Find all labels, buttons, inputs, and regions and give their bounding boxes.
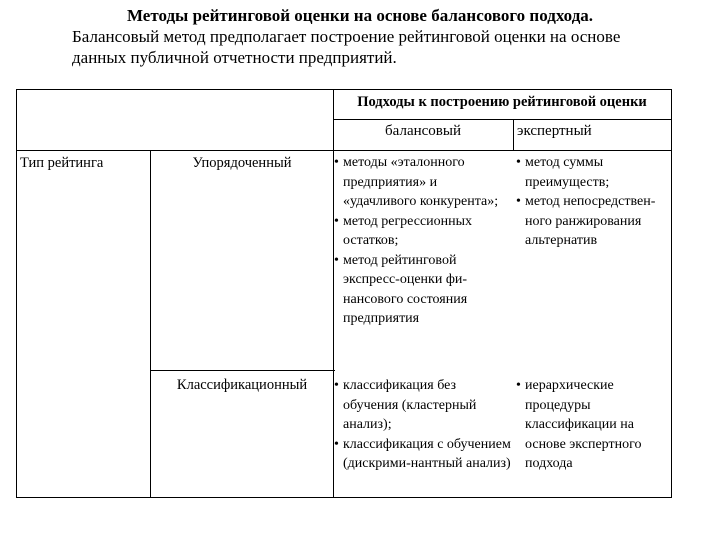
balance-methods-classification: [333, 376, 511, 474]
list-item: • методы «эталонного предприятия» и «удачливого конкурента»;: [333, 153, 511, 212]
intro-line-2: данных публичной отчетности предприятий.: [72, 48, 397, 67]
column-header-expert: экспертный: [517, 123, 592, 139]
list-item: • метод рейтинговой экспресс-оценки фи-нансового состояния предприятия: [333, 251, 511, 329]
header-divider: [333, 119, 672, 120]
row-divider: [150, 370, 335, 371]
page-title: Методы рейтинговой оценки на основе балансового подхода.: [126, 6, 594, 25]
column-header-balance: балансовый: [385, 123, 461, 139]
balance-methods-ordered: [333, 153, 511, 329]
table-border-left: [16, 89, 17, 498]
list-item: • метод регрессионных остатков;: [333, 212, 511, 251]
intro-line-1: Балансовый метод предполагает построение рейтинговой оценки на основе: [72, 27, 621, 46]
row-label-ordered: Упорядоченный: [192, 155, 292, 171]
list-item: • метод непосредствен-ного ранжирования альтернатив: [515, 192, 673, 251]
list-item: • классификация без обучения (кластерный анализ);: [333, 376, 511, 435]
expert-methods-classification: [515, 376, 673, 474]
list-item: • классификация с обучением (дискрими-нантный анализ): [333, 435, 511, 474]
row-label-classification: Классификационный: [176, 377, 308, 393]
table-border-top: [16, 89, 672, 90]
table-border-bottom: [16, 497, 672, 498]
approaches-header: Подходы к построению рейтинговой оценки: [357, 94, 647, 110]
expert-methods-ordered: [515, 153, 673, 251]
rating-type-label: Тип рейтинга: [20, 155, 104, 171]
list-item: • метод суммы преимуществ;: [515, 153, 673, 192]
type-column-divider: [150, 150, 151, 498]
list-item: • иерархические процедуры классификации на основе экспертного подхода: [515, 376, 673, 474]
subheader-divider: [16, 150, 672, 151]
